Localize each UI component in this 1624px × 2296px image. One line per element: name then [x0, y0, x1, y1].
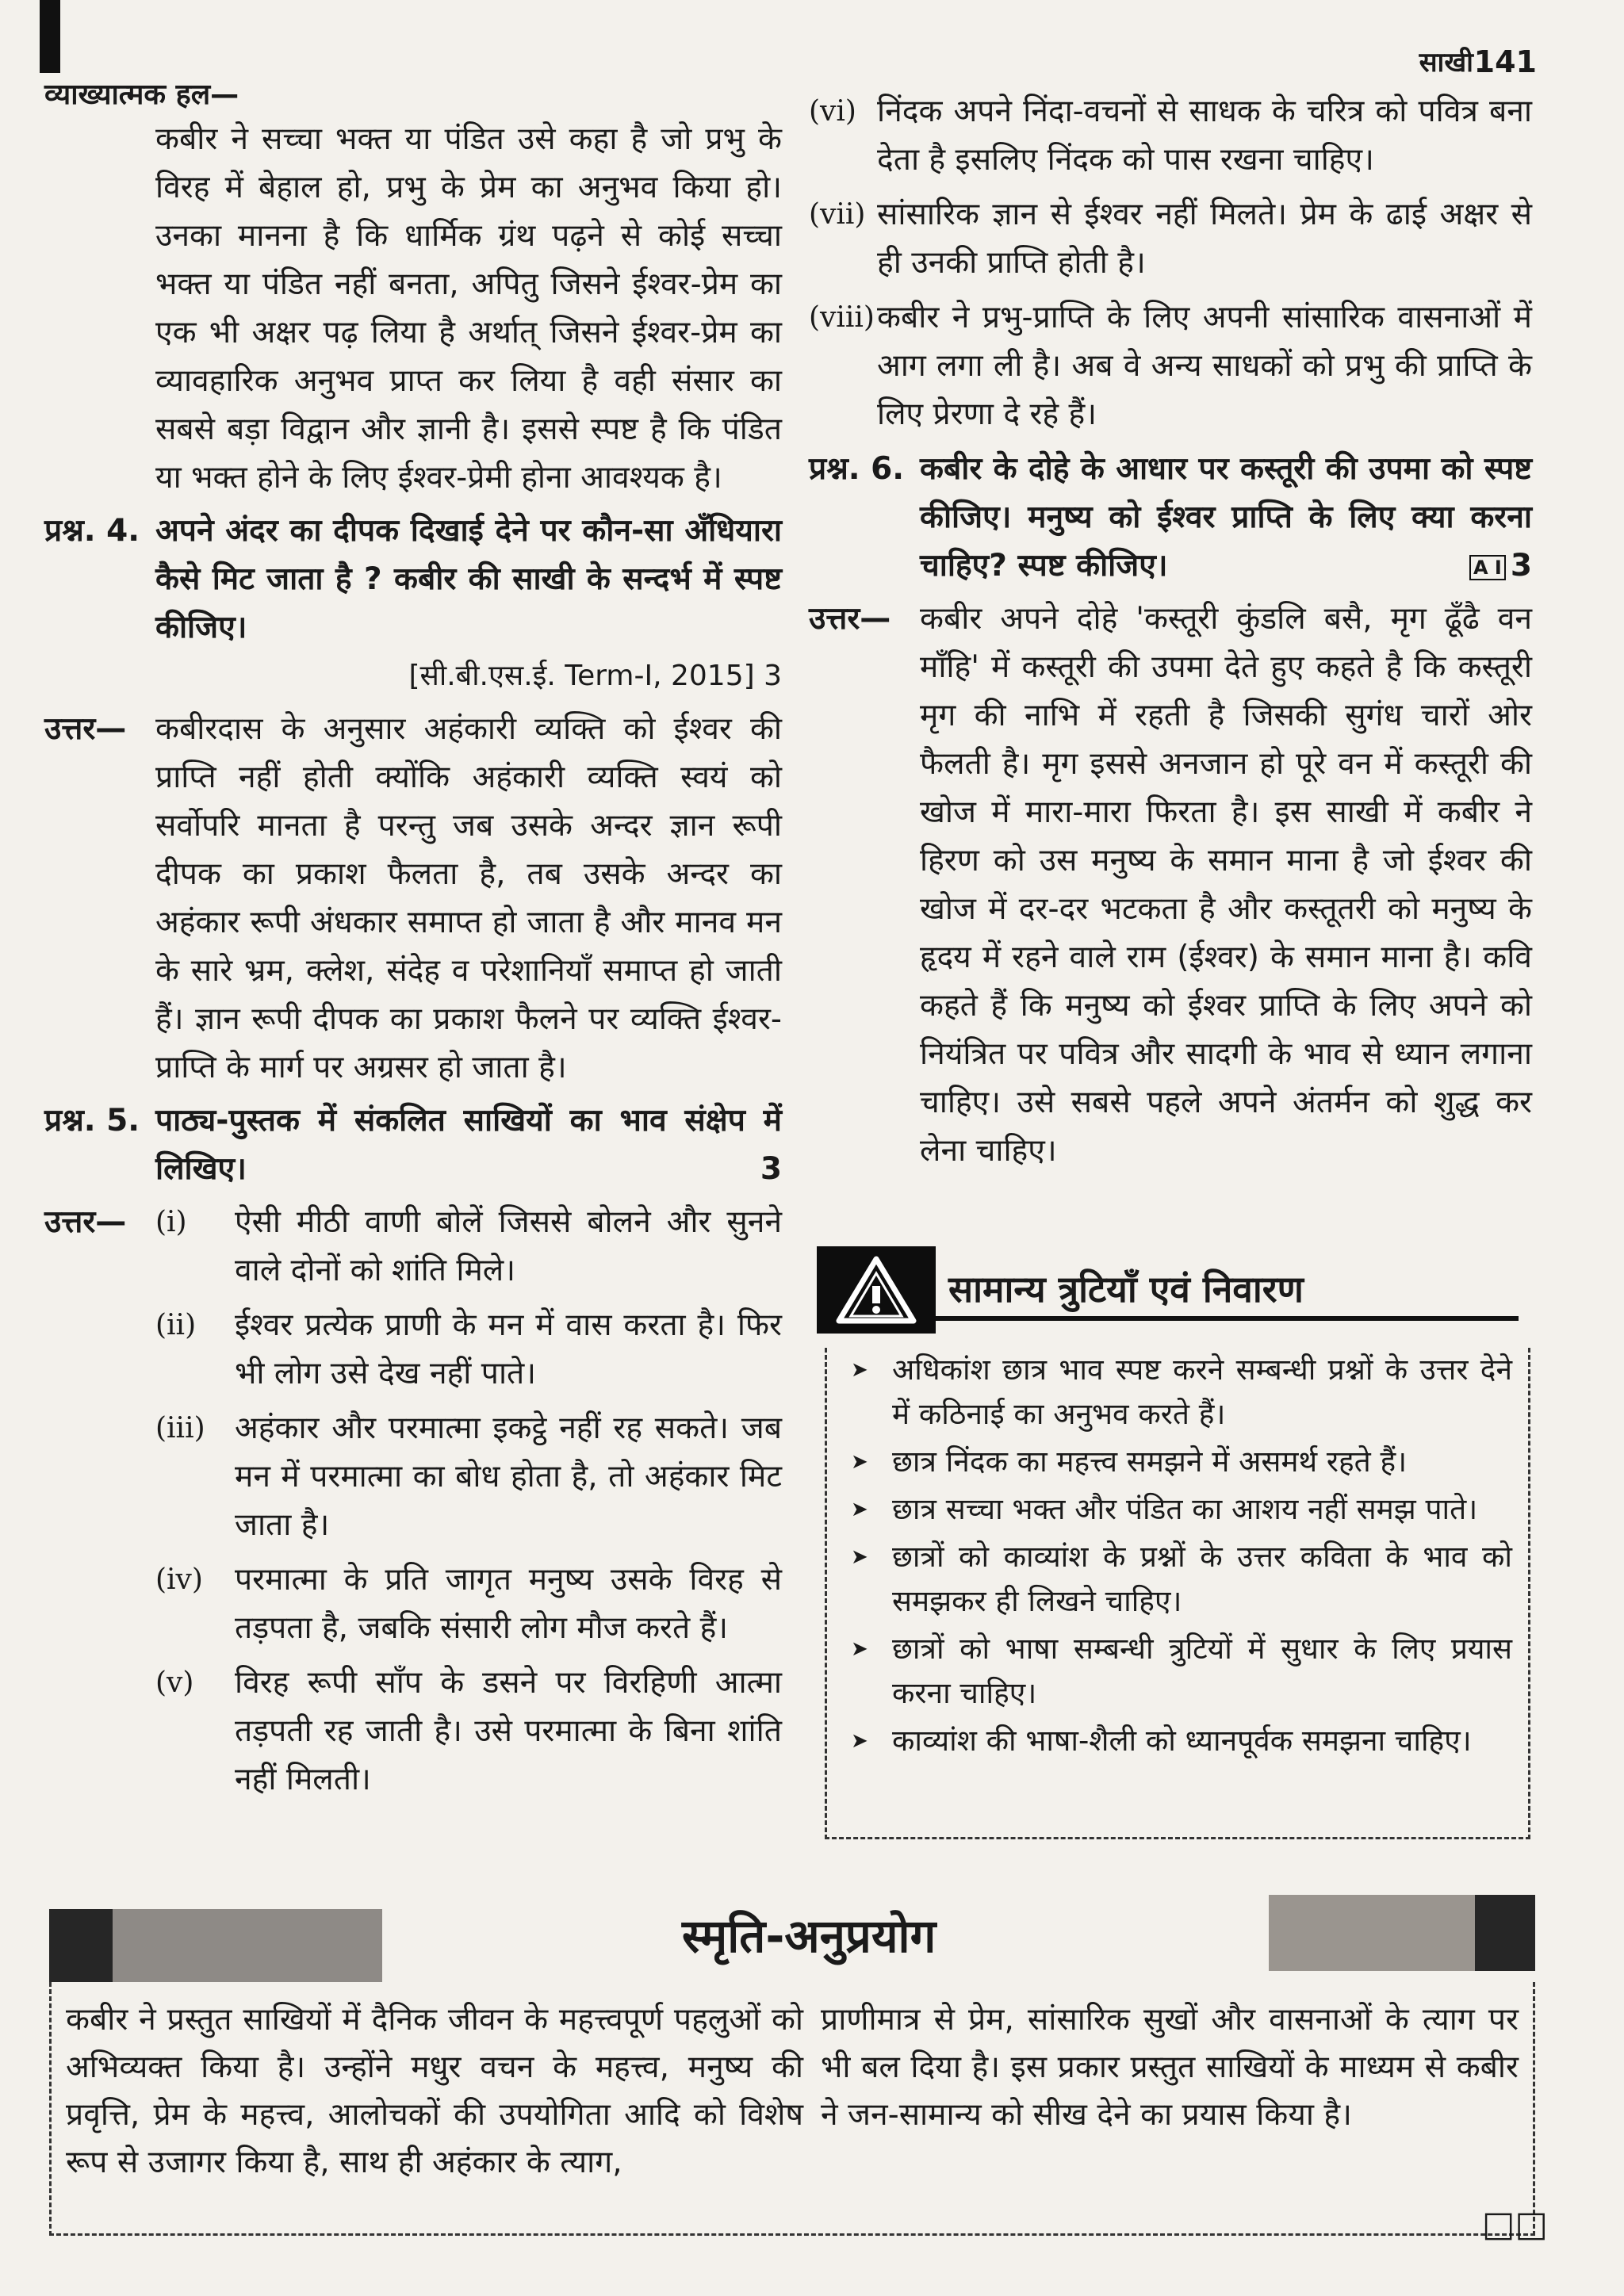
answer-5 [44, 1198, 782, 1810]
answer-text: कबीरदास के अनुसार अहंकारी व्यक्ति को ईश्वर की प्राप्ति नहीं होती क्योंकि अहंकारी व्यक्ति स्वयं को सर्वोपरि मानता है परन्तु जब उसके अन्दर ज्ञान रूपी दीपक का प्रकाश फैलता है, तब उसके अन्दर का अहंकार रूपी अंधकार समाप्त हो जाता है और मानव मन के सारे भ्रम, क्लेश, संदेह व परेशानियाँ समाप्त हो जाती हैं। ज्ञान रूपी दीपक का प्रकाश फैलने पर व्यक्ति ईश्वर-प्राप्ति के मार्ग पर अग्रसर हो जाता है। [155, 711, 782, 1085]
item-number: (ii) [155, 1309, 197, 1341]
error-text: छात्रों को भाषा सम्बन्धी त्रुटियों में सुधार के लिए प्रयास करना चाहिए। [892, 1632, 1512, 1710]
pointer-icon: ➤ [851, 1498, 868, 1521]
corner-tab [40, 0, 60, 73]
question-4 [44, 507, 782, 652]
error-item [851, 1535, 1512, 1624]
item-text: सांसारिक ज्ञान से ईश्वर नहीं मिलते। प्रेम के ढाई अक्षर से ही उनकी प्राप्ति होती है। [877, 197, 1532, 281]
error-text: काव्यांश की भाषा-शैली को ध्यानपूर्वक समझना चाहिए। [892, 1724, 1472, 1758]
question-source: [सी.बी.एस.ई. Term-I, 2015] 3 [408, 660, 782, 692]
question-6 [809, 445, 1532, 590]
running-title: साखी [1419, 47, 1473, 78]
list-item [155, 1301, 782, 1398]
marks-wrap [1469, 541, 1532, 590]
smriti-text-right: प्राणीमात्र से प्रेम, सांसारिक सुखों और वासनाओं के त्याग पर भी बल दिया है। इस प्रकार प्रस्तुत साखियों के माध्यम से कबीर ने जन-सामान्य को सीख देने का प्रयास किया है। [821, 2002, 1519, 2133]
item-number: (iii) [155, 1412, 205, 1445]
error-item [851, 1627, 1512, 1716]
error-text: छात्र निंदक का महत्त्व समझने में असमर्थ रहते हैं। [892, 1445, 1408, 1479]
pointer-icon: ➤ [851, 1545, 868, 1569]
item-text: परमात्मा के प्रति जागृत मनुष्य उसके विरह से तड़पता है, जबकि संसारी लोग मौज करते हैं। [235, 1562, 782, 1646]
list-item [155, 1659, 782, 1804]
end-mark: □□ [1481, 2204, 1548, 2244]
error-text: छात्र सच्चा भक्त और पंडित का आशय नहीं समझ पाते। [892, 1492, 1478, 1526]
item-text: अहंकार और परमात्मा इकट्ठे नहीं रह सकते। जब मन में परमात्मा का बोध होता है, तो अहंकार मिट जाता है। [235, 1410, 782, 1543]
intro-paragraph: कबीर ने सच्चा भक्त या पंडित उसे कहा है जो प्रभु के विरह में बेहाल हो, प्रभु के प्रेम का अनुभव किया हो। उनका मानना है कि धार्मिक ग्रंथ पढ़ने से कोई सच्चा भक्त या पंडित नहीं बनता, अपितु जिसने ईश्वर-प्रेम का एक भी अक्षर पढ़ लिया है अर्थात् जिसने ईश्वर-प्रेम का व्यावहारिक अनुभव प्राप्त कर लिया है वही संसार का सबसे बड़ा विद्वान और ज्ञानी है। इससे स्पष्ट है कि पंडित या भक्त होने के लिए ईश्वर-प्रेमी होना आवश्यक है। [155, 121, 782, 496]
marks: 3 [1510, 548, 1532, 584]
item-text: ऐसी मीठी वाणी बोलें जिससे बोलने और सुनने वाले दोनों को शांति मिले। [235, 1204, 782, 1288]
item-number: (i) [155, 1206, 187, 1238]
error-text: छात्रों को काव्यांश के प्रश्नों के उत्तर कविता के भाव को समझकर ही लिखने चाहिए। [892, 1540, 1512, 1618]
right-column [809, 87, 1532, 1175]
errors-rule [936, 1316, 1519, 1321]
left-column [44, 75, 782, 1810]
answer-label: उत्तर— [44, 1204, 127, 1240]
smriti-text-left: कबीर ने प्रस्तुत साखियों में दैनिक जीवन के महत्त्वपूर्ण पहलुओं को अभिव्यक्त किया है। उन्होंने मधुर वचन के महत्त्व, मनुष्य की प्रवृत्ति, प्रेम के महत्त्व, आलोचकों की उपयोगिता आदि को विशेष रूप से उजागर किया है, साथ ही अहंकार के त्याग, [66, 2002, 803, 2180]
question-5 [44, 1096, 782, 1193]
section-bar-right [1269, 1895, 1535, 1971]
list-item [809, 293, 1532, 438]
page-number: 141 [1473, 44, 1537, 79]
smriti-title: स्मृति-अनुप्रयोग [682, 1909, 936, 1963]
pointer-icon: ➤ [851, 1358, 868, 1382]
answer-6 [809, 595, 1532, 1175]
list-item [155, 1198, 782, 1295]
marks: 3 [760, 1151, 782, 1187]
error-text: अधिकांश छात्र भाव स्पष्ट करने सम्बन्धी प्रश्नों के उत्तर देने में कठिनाई का अनुभव करते हैं। [892, 1353, 1512, 1431]
answer-label: उत्तर— [809, 601, 891, 637]
error-item [851, 1487, 1512, 1532]
item-text: कबीर ने प्रभु-प्राप्ति के लिए अपनी सांसारिक वासनाओं में आग लगा ली है। अब वे अन्य साधकों को प्रभु की प्राप्ति के लिए प्रेरणा दे रहे हैं। [877, 300, 1532, 432]
item-text: ईश्वर प्रत्येक प्राणी के मन में वास करता है। फिर भी लोग उसे देख नहीं पाते। [235, 1307, 782, 1391]
list-item [155, 1404, 782, 1549]
errors-box [825, 1348, 1530, 1839]
answer-4 [44, 705, 782, 1092]
list-item [155, 1556, 782, 1652]
section-bar-left [49, 1909, 382, 1982]
item-text: निंदक अपने निंदा-वचनों से साधक के चरित्र को पवित्र बना देता है इसलिए निंदक को पास रखना चाहिए। [877, 94, 1532, 178]
question-text: अपने अंदर का दीपक दिखाई देने पर कौन-सा अँधियारा कैसे मिट जाता है ? कबीर की साखी के सन्दर्भ में स्पष्ट कीजिए। [155, 513, 782, 645]
question-text-wrap [920, 445, 1532, 590]
errors-list [851, 1348, 1512, 1763]
item-number: (vii) [809, 198, 866, 231]
item-text: विरह रूपी साँप के डसने पर विरहिणी आत्मा तड़पती रह जाती है। उसे परमात्मा के बिना शांति नहीं मिलती। [235, 1665, 782, 1797]
error-item [851, 1719, 1512, 1763]
answer-list-continued [809, 87, 1532, 438]
list-item [809, 190, 1532, 287]
smriti-box [49, 1982, 1535, 2236]
answer-label: उत्तर— [44, 711, 127, 747]
question-label: प्रश्न. 6. [809, 451, 905, 487]
question-label: प्रश्न. 5. [44, 1103, 140, 1138]
item-number: (v) [155, 1667, 194, 1699]
list-item [809, 87, 1532, 184]
error-item [851, 1440, 1512, 1484]
errors-title: सामान्य त्रुटियाँ एवं निवारण [948, 1268, 1304, 1311]
pointer-icon: ➤ [851, 1637, 868, 1661]
question-text-wrap [155, 1096, 782, 1193]
ai-badge: A I [1469, 555, 1506, 580]
pointer-icon: ➤ [851, 1450, 868, 1474]
question-label: प्रश्न. 4. [44, 513, 140, 549]
item-number: (iv) [155, 1563, 203, 1596]
question-text: पाठ्य-पुस्तक में संकलित साखियों का भाव संक्षेप में लिखिए। [155, 1103, 782, 1187]
question-text: कबीर के दोहे के आधार पर कस्तूरी की उपमा को स्पष्ट कीजिए। मनुष्य को ईश्वर प्राप्ति के लिए क्या करना चाहिए? स्पष्ट कीजिए। [920, 451, 1532, 584]
error-item [851, 1348, 1512, 1437]
item-number: (viii) [809, 301, 875, 334]
pointer-icon: ➤ [851, 1729, 868, 1753]
warning-icon [817, 1246, 936, 1334]
answer-text: कबीर अपने दोहे 'कस्तूरी कुंडलि बसै, मृग ढूँढै वन माँहि' में कस्तूरी की उपमा देते हुए कहते है कि कस्तूरी मृग की नाभि में रहती है जिसकी सुगंध चारों ओर फैलती है। मृग इससे अनजान हो पूरे वन में कस्तूरी की खोज में मारा-मारा फिरता है। इस साखी में कबीर ने हिरण को उस मनुष्य के समान माना है जो ईश्वर की खोज में दर-दर भटकता है और कस्तूतरी को मनुष्य के हृदय में रहने वाले राम (ईश्वर) के समान माना है। कवि कहते हैं कि मनुष्य को ईश्वर प्राप्ति के लिए अपने को नियंत्रित पर पवित्र और सादगी के भाव से ध्यान लगाना चाहिए। उसे सबसे पहले अपने अंतर्मन को शुद्ध कर लेना चाहिए। [920, 601, 1532, 1169]
section-label: व्याख्यात्मक हल— [44, 78, 239, 111]
answer-list [155, 1198, 782, 1810]
item-number: (vi) [809, 95, 856, 128]
